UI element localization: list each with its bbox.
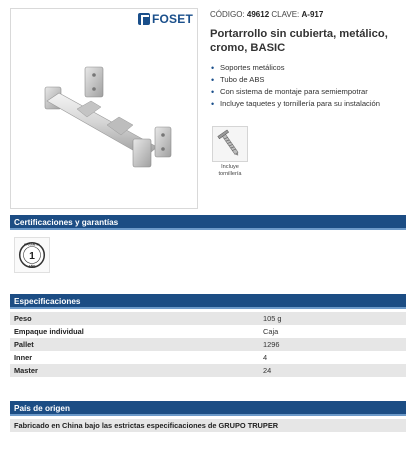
origin-text: Fabricado en China bajo las estrictas especificaciones de GRUPO TRUPER <box>10 419 406 432</box>
spec-value: Caja <box>259 325 406 338</box>
table-row <box>10 338 406 351</box>
spec-label: Inner <box>10 351 259 364</box>
key-value: A-917 <box>301 10 324 19</box>
table-row <box>10 312 406 325</box>
includes-label-line-1: Incluye <box>221 164 239 170</box>
spec-value: 4 <box>259 351 406 364</box>
specifications-table <box>10 312 406 377</box>
warranty-top-text: GARANTÍA <box>24 242 40 247</box>
warranty-badge <box>14 237 50 273</box>
brand-logo <box>138 12 193 26</box>
spec-value: 1296 <box>259 338 406 351</box>
warranty-number: 1 <box>29 250 35 262</box>
feature-item: • Con sistema de montaje para semiempotrar <box>210 86 410 98</box>
spec-label: Pallet <box>10 338 259 351</box>
toilet-paper-holder-image <box>37 57 177 177</box>
code-label: CÓDIGO: <box>210 10 245 19</box>
feature-list <box>210 62 410 110</box>
product-code-line <box>210 10 323 19</box>
origin-header: País de origen <box>10 401 406 416</box>
foset-logo-icon <box>138 13 150 25</box>
certifications-header: Certificaciones y garantías <box>10 215 406 230</box>
feature-item: • Tubo de ABS <box>210 74 410 86</box>
key-label: CLAVE: <box>271 10 300 19</box>
product-image-frame <box>10 8 198 209</box>
spec-value: 24 <box>259 364 406 377</box>
warranty-bottom-text: AÑO <box>28 263 36 268</box>
code-value: 49612 <box>246 10 270 19</box>
includes-label-line-2: tornillería <box>218 171 242 177</box>
product-title: Portarrollo sin cubierta, metálico, cromo, BASIC <box>210 28 388 54</box>
table-row <box>10 351 406 364</box>
includes-hardware-label <box>212 164 248 178</box>
specifications-header: Especificaciones <box>10 294 406 309</box>
spec-label: Empaque individual <box>10 325 259 338</box>
spec-label: Master <box>10 364 259 377</box>
spec-value: 105 g <box>259 312 406 325</box>
feature-item: • Soportes metálicos <box>210 62 410 74</box>
feature-item: • Incluye taquetes y tornillería para su instalación <box>210 98 410 110</box>
brand-name: FOSET <box>151 12 193 26</box>
table-row <box>10 364 406 377</box>
table-row <box>10 325 406 338</box>
screws-included-icon <box>212 126 248 162</box>
spec-label: Peso <box>10 312 259 325</box>
